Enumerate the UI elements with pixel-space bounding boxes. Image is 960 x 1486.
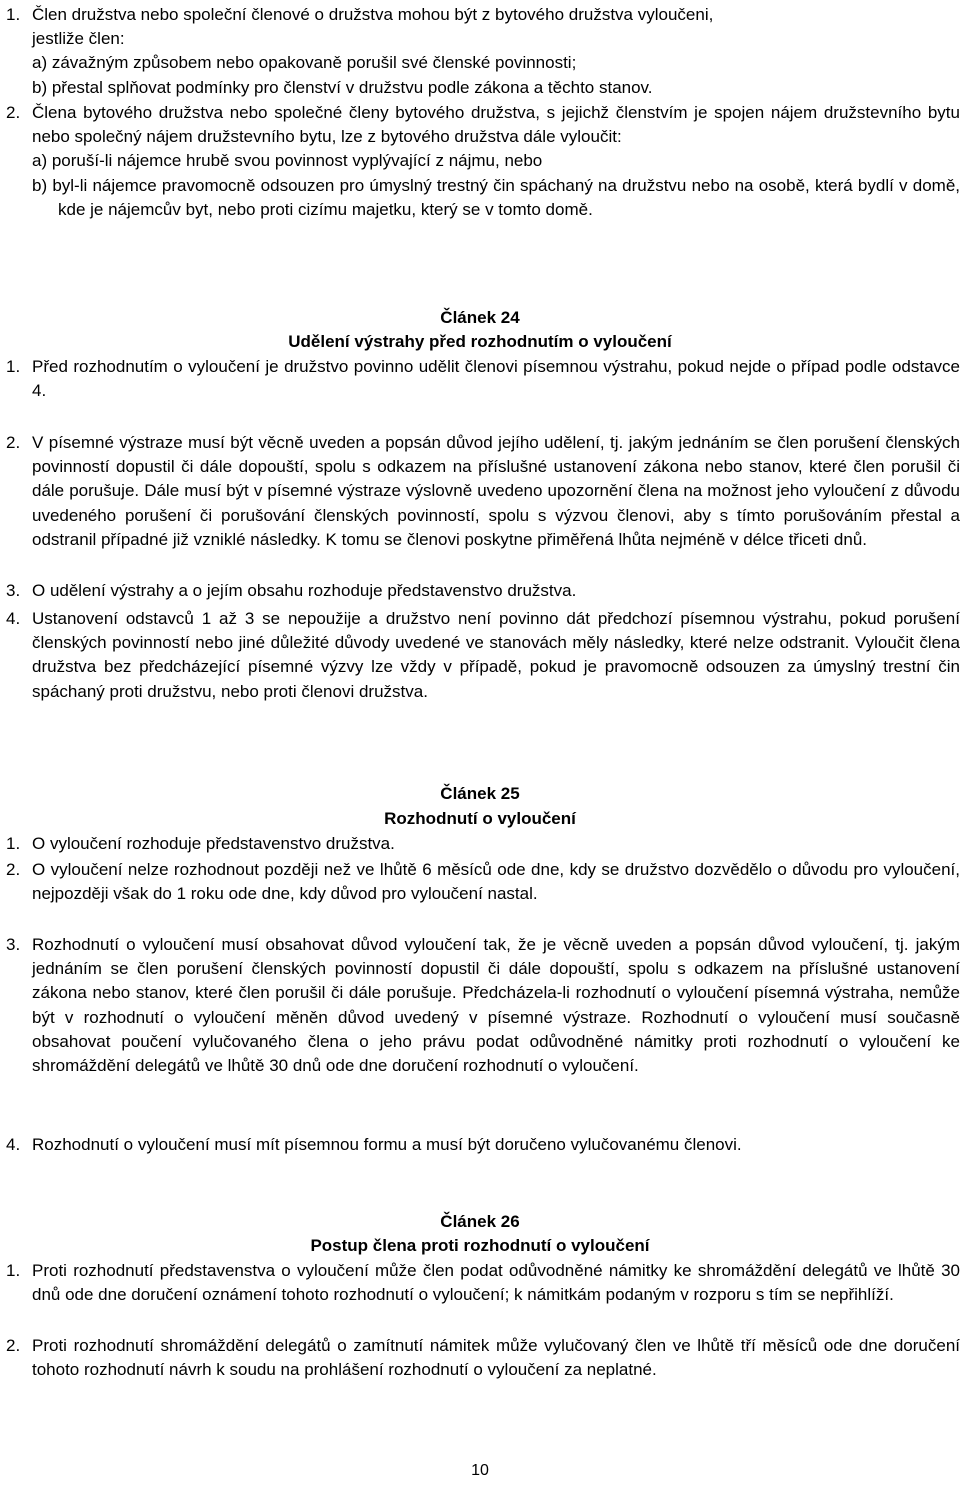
article-24-subtitle: Udělení výstrahy před rozhodnutím o vyloučení bbox=[288, 332, 672, 351]
text-line: b) přestal splňovat podmínky pro členství v družstvu podle zákona a těchto stanov. bbox=[32, 77, 653, 97]
item-number: 2. bbox=[6, 1336, 21, 1355]
item-text: Rozhodnutí o vyloučení musí mít písemnou formu a musí být doručeno vylučovanému členovi. bbox=[32, 1135, 742, 1154]
paragraph-2 bbox=[6, 101, 960, 222]
article-24-item-1 bbox=[6, 355, 960, 403]
item-number: 1. bbox=[6, 357, 21, 376]
article-24-item-4 bbox=[6, 607, 960, 704]
item-number: 3. bbox=[6, 935, 21, 954]
article-26-subtitle: Postup člena proti rozhodnutí o vyloučení bbox=[310, 1236, 650, 1255]
paragraph-number: 2. bbox=[6, 103, 21, 122]
text-line: jestliže člen: bbox=[32, 29, 125, 49]
article-24-item-3 bbox=[6, 579, 960, 603]
article-25-title: Článek 25 bbox=[440, 784, 520, 803]
paragraph-1 bbox=[6, 3, 960, 100]
text-line: Člen družstva nebo společní členové o družstva mohou být z bytového družstva vyloučeni, bbox=[32, 5, 714, 24]
item-number: 3. bbox=[6, 581, 21, 600]
item-number: 2. bbox=[6, 860, 21, 879]
item-text: O udělení výstrahy a o jejím obsahu rozhoduje představenstvo družstva. bbox=[32, 581, 577, 600]
article-24-title: Článek 24 bbox=[440, 308, 520, 327]
paragraph-number: 1. bbox=[6, 5, 21, 24]
item-text: V písemné výstraze musí být věcně uveden a popsán důvod jejího udělení, tj. jakým jednáním se člen porušení členských povinností dopustil či dále dopouští, spolu s odkazem na příslušné ustanovení zákona nebo stanov, které člen porušil či dále porušuje. Dále musí být v písemné výstraze výslovně uvedeno upozornění člena na možnost jeho vyloučení z důvodu uvedeného porušení či porušování členských povinností, spolu s výzvou členovi, aby s tímto porušováním přestal a odstranil případné již vzniklé následky. K tomu se členovi poskytne přiměřená lhůta nejméně v délce třiceti dnů. bbox=[32, 433, 960, 549]
article-26-item-2 bbox=[6, 1334, 960, 1382]
item-text: O vyloučení nelze rozhodnout později než ve lhůtě 6 měsíců ode dne, kdy se družstvo dozvědělo o důvodu pro vyloučení, nejpozději však do 1 roku ode dne, kdy důvod pro vyloučení nastal. bbox=[32, 860, 960, 904]
article-25-subtitle: Rozhodnutí o vyloučení bbox=[384, 809, 576, 828]
item-number: 1. bbox=[6, 1261, 21, 1280]
item-number: 4. bbox=[6, 1135, 21, 1154]
item-text: Proti rozhodnutí představenstva o vyloučení může člen podat odůvodněné námitky ke shromáždění delegátů ve lhůtě 30 dnů ode dne doručení oznámení tohoto rozhodnutí o vyloučení; k námitkám podaným v rozporu s tím se nepřihlíží. bbox=[32, 1261, 960, 1305]
sub-item-a: a) poruší-li nájemce hrubě svou povinnost vyplývající z nájmu, nebo bbox=[32, 151, 543, 171]
text-line: a) závažným způsobem nebo opakovaně porušil své členské povinnosti; bbox=[32, 53, 577, 73]
page-number: 10 bbox=[471, 1462, 489, 1479]
item-number: 1. bbox=[6, 834, 21, 853]
article-26-item-1 bbox=[6, 1259, 960, 1307]
item-text: Před rozhodnutím o vyloučení je družstvo povinno udělit členovi písemnou výstrahu, pokud nejde o případ podle odstavce 4. bbox=[32, 357, 960, 401]
paragraph-text: Člena bytového družstva nebo společné členy bytového družstva, s jejichž členstvím je spojen nájem družstevního bytu nebo společný nájem družstevního bytu, lze z bytového družstva dále vyloučit: bbox=[32, 103, 960, 147]
item-text: Ustanovení odstavců 1 až 3 se nepoužije a družstvo není povinno dát předchozí písemnou výstrahu, pokud porušení členských povinností nebo jiné důležité důvody uvedené ve stanovách měly následky, které nelze odstranit. Vyloučit člena družstva bez předcházející písemné výzvy lze vždy v případě, pokud je pravomocně odsouzen za úmyslný trestní čin spáchaný proti družstvu, nebo proti členovi družstva. bbox=[32, 609, 960, 701]
article-25-item-4 bbox=[6, 1133, 960, 1157]
item-text: O vyloučení rozhoduje představenstvo družstva. bbox=[32, 834, 395, 853]
item-number: 2. bbox=[6, 433, 21, 452]
item-text: Rozhodnutí o vyloučení musí obsahovat důvod vyloučení tak, že je věcně uveden a popsán důvod vyloučení, tj. jakým jednáním se člen porušení členských povinností dopustil či dále dopouští, spolu s odkazem na příslušné ustanovení zákona nebo stanov, které člen porušil či dále porušuje. Předcházela-li rozhodnutí o vyloučení písemná výstraha, nemůže být v rozhodnutí o vyloučení měněn důvod uvedený v písemné výstraze. Rozhodnutí o vyloučení musí současně obsahovat poučení vylučovaného člena o jeho právu podat odůvodněné námitky proti rozhodnutí o vyloučení ke shromáždění delegátů ve lhůtě 30 dnů ode dne doručení rozhodnutí o vyloučení. bbox=[32, 935, 960, 1076]
item-number: 4. bbox=[6, 609, 21, 628]
sub-item-b: b) byl-li nájemce pravomocně odsouzen pro úmyslný trestný čin spáchaný na družstvu nebo na osobě, která bydlí v domě, kde je nájemcův byt, nebo proti cizímu majetku, který se v tomto domě. bbox=[32, 175, 960, 219]
article-25-item-3 bbox=[6, 933, 960, 1078]
item-text: Proti rozhodnutí shromáždění delegátů o zamítnutí námitek může vylučovaný člen ve lhůtě tří měsíců ode dne doručení tohoto rozhodnutí návrh k soudu na prohlášení rozhodnutí o vyloučení za neplatné. bbox=[32, 1336, 960, 1380]
article-24-item-2 bbox=[6, 431, 960, 552]
article-25-item-1 bbox=[6, 832, 960, 856]
article-25-item-2 bbox=[6, 858, 960, 906]
article-26-title: Článek 26 bbox=[440, 1212, 520, 1231]
